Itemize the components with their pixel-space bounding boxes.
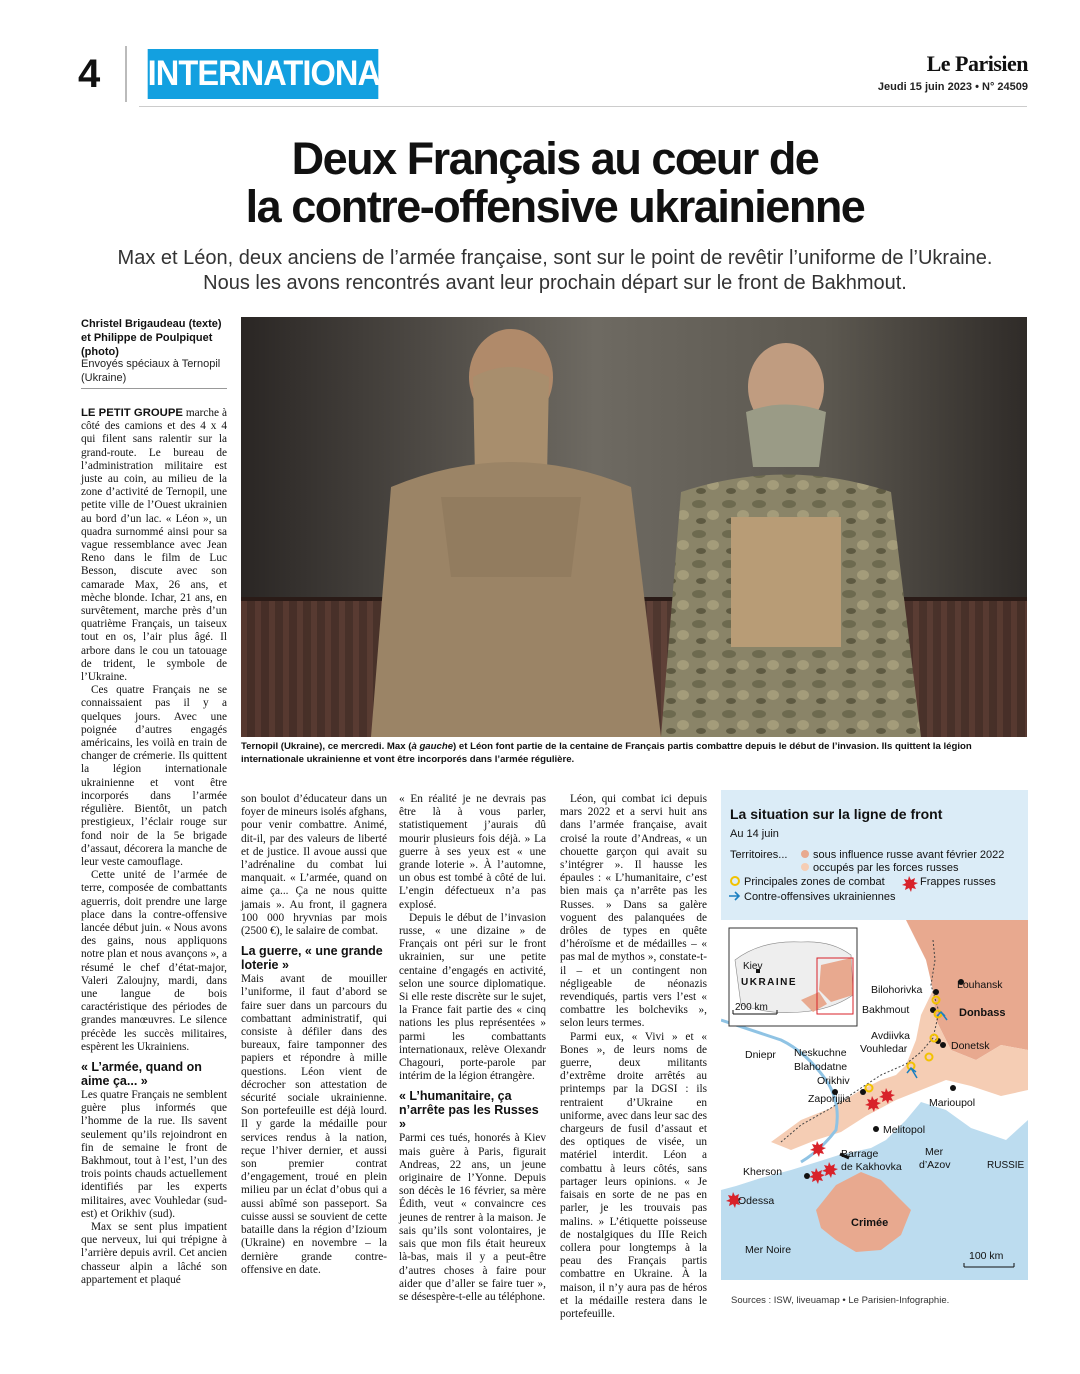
scale-label: 100 km — [969, 1250, 1004, 1262]
paragraph: Les quatre Français ne semblent guère plus informés que l’homme de la rue. Ils savent seulement qu’ils rejoindront en fin de semaine le front de Bakhmout, tout à l’est, l’un des trois points chauds actuellement identifiés par les experts militaires, avec Vouhledar (sud-est) et Orikhiv (sud). — [81, 1088, 227, 1220]
subheading: « L’humanitaire, ça n’arrête pas les Russes » — [399, 1089, 539, 1132]
byline-rule — [81, 388, 227, 389]
legend-strikes: Frappes russes — [920, 876, 996, 888]
label-orikhiv: Orikhiv — [817, 1075, 850, 1087]
front-line-map — [721, 790, 1028, 1280]
legend-swatch-before — [801, 850, 809, 858]
marker-melitopol — [873, 1126, 879, 1132]
marker-marioupol — [950, 1085, 956, 1091]
caption-part-b: à gauche — [411, 741, 454, 752]
legend-swatch-occupied — [801, 863, 809, 871]
header-divider — [125, 46, 127, 102]
title-line-1: Deux Français au cœur de — [291, 133, 819, 184]
paragraph — [81, 407, 227, 684]
label-odessa: Odessa — [738, 1195, 775, 1207]
label-mer: Mer — [925, 1146, 944, 1158]
article-dek — [80, 246, 1030, 296]
label-bilohorivka: Bilohorivka — [871, 984, 923, 996]
label-crimee: Crimée — [851, 1217, 889, 1229]
label-donetsk: Donetsk — [951, 1040, 990, 1052]
label-azov: d’Azov — [919, 1159, 951, 1171]
legend-prefix: Territoires... — [730, 849, 788, 861]
label-kherson: Kherson — [743, 1166, 783, 1178]
label-dniepr: Dniepr — [745, 1049, 776, 1061]
paragraph: Ces quatre Français ne se connaissaient pas il y a quelques jours. Avec une poignée d’autres engagés américains, les voilà en train de changer de crémerie. Ils quittent la légion internationale ukrainienne et vont être incorporés dans l’armée régulière. Bientôt, un patch prestigieux, l’éclair rouge sur fond noir de la 5e brigade d’assaut, décorera la manche de leur veste camouflage. — [81, 684, 227, 868]
paragraph: « En réalité je ne devrais pas être là à vous parler, statistiquement j’aurais dû mourir plusieurs fois déjà. » La guerre à ses yeux est « une grande loterie ». À l’automne, un obus est tombé à côté de lui. L’engin défectueux n’a pas explosé. — [399, 793, 546, 911]
paragraph: Parmi ces tués, honorés à Kiev mais guère à Paris, figurait Andreas, 22 ans, un jeune originaire de l’Yonne. Depuis son décès le 16 février, sa mère Édith, veut « convaincre ces jeunes de rentrer à la maison. Je sais qu’ils sont volontaires, je sais que mon fils était heureux là-bas, mais il y a peut-être d’autres choses à faire pour aider que d’aller se faire tuer », se désespère-t-elle au téléphone. — [399, 1132, 546, 1303]
paragraph: son boulot d’éducateur dans un foyer de mineurs isolés afghans, pour venir combattre. Animé, dit-il, par des valeurs de liberté et de justice. Il avoue aussi que l’adrénaline du combat lui manquait. « L’armée, quand on aime ça... Ça ne nous quitte jamais ». Au front, il gagnera 100 000 hryvnias par mois (2500 €), le salaire de combat. — [241, 793, 387, 938]
label-blahodatne: Blahodatne — [794, 1061, 848, 1073]
label-melitopol: Melitopol — [883, 1124, 926, 1136]
legend-before: sous influence russe avant février 2022 — [813, 849, 1005, 861]
paragraph: Parmi eux, « Vivi » et « Bones », de leurs noms de guerre, deux militants d’extrême droite arrêtés au printemps par la DGSI : ils rentraient d’Ukraine en uniforme, avec dans leur sac des chargeurs de fusil d’assaut et des optiques de visée, un matériel interdit. Léon a combattu à leurs côtés, sans partager leurs opinions. « Je faisais en sorte de ne pas en parler, je les trouvais pas malins. » L’étiquette poisseuse de nostalgiques du IIIe Reich collera pour longtemps à la peau des Français partis combattre en Ukraine. À la maison, il n’y aura pas de héros et la médaille restera dans le portefeuille. — [560, 1030, 707, 1320]
byline-authors: Christel Brigaudeau (texte) et Philippe de Poulpiquet (photo) — [81, 318, 222, 358]
article-column-3 — [399, 793, 546, 1304]
inset-scale-label: 200 km — [735, 1002, 768, 1013]
article-column-2 — [241, 793, 387, 1277]
dek-line-2: Nous les avons rencontrés avant leur prochain départ sur le front de Bakhmout. — [203, 272, 907, 294]
legend-counter: Contre-offensives ukrainiennes — [744, 891, 896, 903]
subheading: La guerre, « une grande loterie » — [241, 944, 383, 973]
title-line-2: la contre-offensive ukrainienne — [245, 181, 865, 232]
label-neskuchne: Neskuchne — [794, 1047, 847, 1059]
photo-caption — [241, 741, 1027, 766]
label-marioupol: Marioupol — [929, 1097, 976, 1109]
legend-combat-icon — [731, 877, 739, 885]
label-barrage: Barrage — [841, 1148, 879, 1160]
map-subtitle: Au 14 juin — [730, 828, 779, 840]
label-bakhmout: Bakhmout — [862, 1004, 910, 1016]
marker-kherson — [804, 1173, 810, 1179]
issue-date: Jeudi 15 juin 2023 • N° 24509 — [877, 81, 1028, 93]
legend-occupied: occupés par les forces russes — [813, 862, 959, 874]
paragraph: Mais avant de mouiller l’uniforme, il faut d’abord se faire suer dans un parcours du combattant administratif, qui consiste à défiler dans des bureaux, faire tamponner des papiers et répondre à mille questions. Léon vient de décrocher son attestation de sécurité sociale ukrainienne. Son portefeuille est déjà lourd. Il y garde la médaille pour services rendus à la nation, reçue l’hiver dernier, et aussi son premier contrat d’engagement, troué en plein milieu par un éclat d’obus qui a aussi abîmé son passeport. Sa cuisse aussi se souvient de cette bataille dans la région d’Izioum (Ukraine) en novembre – la dernière grande contre-offensive en date. — [241, 973, 387, 1276]
paragraph: Cette unité de l’armée de terre, composée de combattants aguerris, doit prendre une large place dans la contre-offensive lancée début juin. « Nous avons des gains, nous appliquons notre plan et nous avançons », a résumé le chef d’état-major, Valeri Zaloujny, mardi, dans une langue de bois caractéristique des périodes de grandes manœuvres. Le silence précède les succès militaires, espèrent les Ukrainiens. — [81, 869, 227, 1053]
paragraph-text: marche à côté des camions et des 4 x 4 qui filent sans ralentir sur la grand-route. Le bureau de l’administration militaire est juste au coin, au milieu de la zone d’activité de Ternopil, une petite ville de l’Ouest ukrainien au bord d’un lac. « Léon », un quadra surnommé ainsi pour sa vague ressemblance avec Jean Reno dans le film de Luc Besson, discute avec son camarade Max, 26 ans, et mèche blonde. Ichar, 21 ans, en survêtement, marche près d’un quatrième Français, un taiseux tout en os, l’air plus âgé. Il arbore dans le cou un tatouage de trident, le symbole de l’Ukraine. — [81, 407, 227, 684]
inset-kiev-label: Kiev — [743, 961, 763, 972]
article-column-1 — [81, 407, 227, 1287]
label-donbass: Donbass — [959, 1007, 1006, 1019]
paragraph: Léon, qui combat ici depuis mars 2022 et a servi huit ans dans l’armée française, avait croisé la route d’Andreas, « un chouette garçon qui avait su s’intégrer ». Il hausse les épaules : « L’humanitaire, c’est bien mais ça n’arrête pas les Russes. » Dans sa galère voguent des palanquées de drôles de types en quête d’héroïsme et de médailles – « pas mal de mythos », constate-t-il – et un contingent non négligeable de néonazis revendiqués, partis vers l’est « combattre les bolcheviks », selon leurs termes. — [560, 793, 707, 1030]
byline-role: Envoyés spéciaux à Ternopil (Ukraine) — [81, 358, 221, 384]
map-area — [721, 920, 1028, 1280]
label-zaporijia: Zaporijjia — [808, 1093, 851, 1105]
label-vouhledar: Vouhledar — [860, 1043, 908, 1055]
page-number: 4 — [78, 52, 101, 96]
paragraph: Depuis le début de l’invasion russe, « une dizaine » de Français ont péri sur le front ukrainien, sur une petite centaine d’engagés en activité, selon une source diplomatique. Si elle reste discrète sur le sujet, la France fait partie des « cinq nations les plus représentées » parmi les combattants internationaux, relève Olexandr Chagouri, porte-parole par intérim de la légion étrangère. — [399, 911, 546, 1083]
map-title: La situation sur la ligne de front — [730, 806, 943, 822]
article-title — [90, 135, 1020, 231]
header-rule — [139, 106, 1027, 107]
label-russie: RUSSIE — [987, 1160, 1025, 1171]
subheading: « L’armée, quand on aime ça... » — [81, 1059, 202, 1088]
marker-donetsk — [940, 1042, 946, 1048]
label-avdiivka: Avdiivka — [871, 1030, 910, 1042]
article-photo — [241, 317, 1027, 737]
label-louhansk: Louhansk — [957, 979, 1003, 991]
lead-in: LE PETIT GROUPE — [81, 407, 183, 419]
legend-arrow-icon — [729, 892, 739, 900]
marker-bilohorivka — [933, 989, 939, 995]
photo-illustration — [241, 317, 1027, 737]
label-kakhovka: de Kakhovka — [841, 1161, 902, 1173]
section-banner: INTERNATIONAL — [148, 49, 379, 99]
caption-part-c: ) et Léon font partie de la centaine de Français partis combattre depuis le début de l’invasion. Ils quittent la légion internationale ukrainienne et vont être incorporés dans l’armée régulière. — [241, 741, 972, 765]
inset-country-label: UKRAINE — [741, 977, 798, 988]
brand-logo: Le Parisien — [926, 51, 1028, 76]
label-mer-noire: Mer Noire — [745, 1244, 792, 1256]
map-graphic — [721, 790, 1028, 1280]
map-sources: Sources : ISW, liveuamap • Le Parisien-Infographie. — [731, 1295, 950, 1306]
dek-line-1: Max et Léon, deux anciens de l’armée française, sont sur le point de revêtir l’uniforme de l’Ukraine. — [117, 247, 993, 269]
legend-combat: Principales zones de combat — [744, 876, 885, 888]
paragraph: Max se sent plus impatient que nerveux, lui qui trépigne à l’arrière depuis avril. Cet ancien chasseur alpin a lâché son appartement et plaqué — [81, 1220, 227, 1286]
article-column-4 — [560, 793, 707, 1321]
legend-strike-icon — [902, 876, 918, 892]
caption-part-a: Ternopil (Ukraine), ce mercredi. Max ( — [241, 741, 412, 752]
